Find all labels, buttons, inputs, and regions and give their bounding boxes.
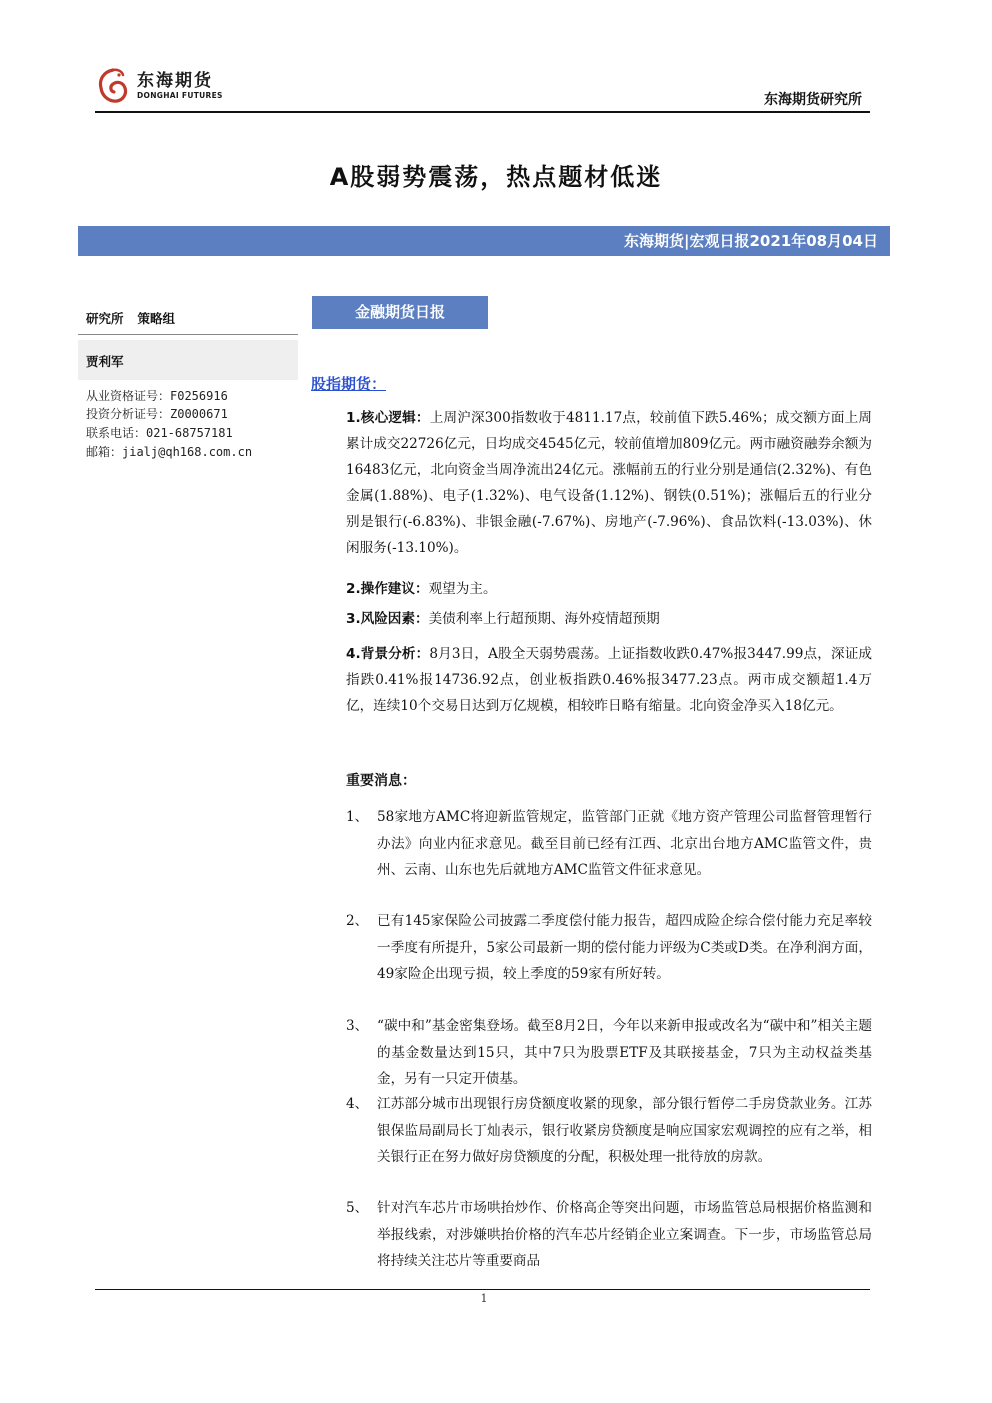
group-label: 策略组 — [137, 311, 176, 326]
background-paragraph — [346, 641, 872, 719]
sidebar-divider — [78, 334, 298, 335]
header-divider — [95, 111, 870, 113]
analyst-certificate-number: 投资分析证号：Z0000671 — [86, 407, 228, 421]
news-number: 2、 — [346, 913, 369, 929]
footer-divider — [95, 1289, 870, 1290]
qualification-number: 从业资格证号：F0256916 — [86, 389, 228, 403]
news-text: “碳中和”基金密集登场。截至8月2日，今年以来新申报或改名为“碳中和”相关主题的基金数量达到15只，其中7只为股票ETF及其联接基金，7只为主动权益类基金，另有一只定开债基。 — [377, 1018, 872, 1087]
news-number: 1、 — [346, 809, 369, 825]
background-label: 4.背景分析： — [346, 646, 430, 662]
news-number: 4、 — [346, 1096, 369, 1112]
news-text: 针对汽车芯片市场哄抬炒作、价格高企等突出问题，市场监管总局根据价格监测和举报线索，对涉嫌哄抬价格的汽车芯片经销企业立案调查。下一步，市场监管总局将持续关注芯片等重要商品 — [377, 1200, 872, 1269]
risk-paragraph — [346, 606, 872, 632]
department-line — [86, 309, 189, 327]
advice-text: 观望为主。 — [428, 581, 497, 597]
institute-name: 东海期货研究所 — [764, 92, 862, 108]
department-label: 研究所 — [86, 311, 124, 326]
logo-english-name: DONGHAI FUTURES — [137, 91, 223, 100]
advice-label: 2.操作建议： — [346, 581, 429, 597]
news-number: 5、 — [346, 1200, 369, 1216]
news-number: 3、 — [346, 1018, 369, 1034]
logo-chinese-name: 东海期货 — [137, 71, 213, 91]
contact-phone: 联系电话：021-68757181 — [86, 426, 233, 440]
news-item — [346, 1195, 872, 1275]
background-text: 8月3日，A股全天弱势震荡。上证指数收跌0.47%报3447.99点，深证成指跌0.41%报14736.92点，创业板指跌0.46%报3477.23点。两市成交额超1.4万亿，连续10个交易日达到万亿规模，相较昨日略有缩量。北向资金净买入18亿元。 — [346, 646, 873, 714]
dragon-logo-icon — [95, 66, 131, 106]
contact-email: 邮箱：jialj@qh168.com.cn — [86, 445, 253, 459]
page-number: 1 — [480, 1292, 488, 1305]
section-tab: 金融期货日报 — [312, 296, 488, 329]
news-item — [346, 1091, 872, 1171]
news-item — [346, 908, 872, 988]
news-item — [346, 1013, 872, 1093]
core-logic-label: 1.核心逻辑： — [346, 410, 430, 426]
company-logo — [95, 64, 235, 108]
risk-label: 3.风险因素： — [346, 611, 429, 627]
news-item — [346, 804, 872, 884]
news-heading: 重要消息： — [346, 773, 416, 789]
news-text: 江苏部分城市出现银行房贷额度收紧的现象，部分银行暂停二手房贷款业务。江苏银保监局副局长丁灿表示，银行收紧房贷额度是响应国家宏观调控的应有之举，相关银行正在努力做好房贷额度的分配，积极处理一批待放的房款。 — [377, 1096, 872, 1165]
banner-text: 东海期货|宏观日报2021年08月04日 — [624, 232, 878, 250]
report-title: A股弱势震荡，热点题材低迷 — [329, 163, 663, 191]
core-logic-paragraph — [346, 405, 872, 561]
report-banner — [78, 226, 890, 256]
advice-paragraph — [346, 576, 872, 602]
news-text: 已有145家保险公司披露二季度偿付能力报告，超四成险企综合偿付能力充足率较一季度有所提升，5家公司最新一期的偿付能力评级为C类或D类。在净利润方面，49家险企出现亏损，较上季度的59家有所好转。 — [377, 913, 872, 982]
author-name: 贾利军 — [86, 354, 124, 369]
section-subheading: 股指期货： — [311, 375, 387, 393]
risk-text: 美债利率上行超预期、海外疫情超预期 — [428, 611, 660, 627]
core-logic-text: 上周沪深300指数收于4811.17点，较前值下跌5.46%；成交额方面上周累计成交22726亿元，日均成交4545亿元，较前值增加809亿元。两市融资融券余额为16483亿元，北向资金当周净流出24亿元。涨幅前五的行业分别是通信(2.32%)、有色金属(1.88%)、电子(1.32%)、电气设备(1.12%)、钢铁(0.51%)；涨幅后五的行业分别是银行(-6.83%)、非银金融(-7.67%)、房地产(-7.96%)、食品饮料(-13.03%)、休闲服务(-13.10%)。 — [346, 410, 873, 556]
news-text: 58家地方AMC将迎新监管规定，监管部门正就《地方资产管理公司监督管理暂行办法》向业内征求意见。截至目前已经有江西、北京出台地方AMC监管文件，贵州、云南、山东也先后就地方AMC监管文件征求意见。 — [377, 809, 872, 878]
